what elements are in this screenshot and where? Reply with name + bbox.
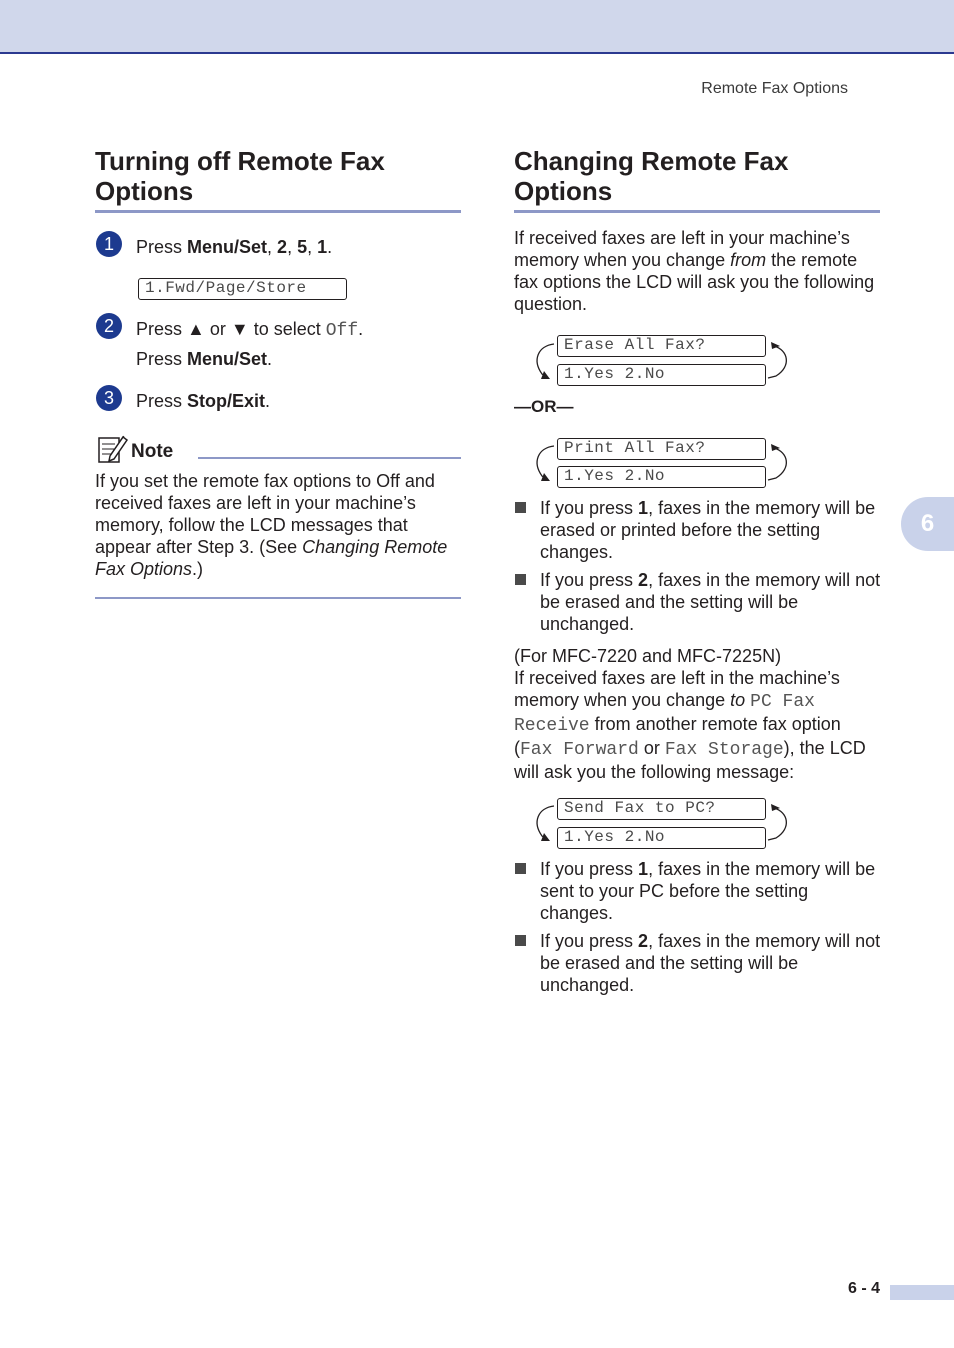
step-2-text-line2: Press Menu/Set. (136, 349, 273, 369)
running-header: Remote Fax Options (701, 80, 848, 97)
right-section-title (514, 146, 788, 206)
bullet-press-2-text: If you press 2, faxes in the memory will not be erased and the setting will be unchanged. (540, 570, 881, 634)
step-3-text: Press Stop/Exit. (136, 391, 271, 411)
note-bottom-rule (95, 597, 461, 599)
models-note: (For MFC-7220 and MFC-7225N) (514, 646, 782, 666)
right-title-line2: Options (514, 176, 613, 206)
note-text: If you set the remote fax options to Off and received faxes are left in your machine’s memory, follow the LCD messages that appear after Step 3. (See Changing Remote Fax Options.) (95, 471, 448, 579)
top-header-band (0, 0, 954, 54)
left-title-line1: Turning off Remote Fax (95, 146, 385, 176)
lcd-send-fax-to-pc: Send Fax to PC? (557, 798, 766, 820)
right-title-rule (514, 210, 880, 213)
right-title-line1: Changing Remote Fax (514, 146, 789, 176)
note-pencil-icon (97, 434, 129, 464)
footer-bar (890, 1285, 954, 1300)
lcd-erase-all-fax: Erase All Fax? (557, 335, 766, 357)
page-number: 6 - 4 (847, 1280, 880, 1297)
right-second-paragraph: If received faxes are left in the machine’s memory when you change to PC Fax Receive from another remote fax option (Fax Forward or Fax Storage), the LCD will ask you the following message: (514, 668, 866, 782)
chapter-tab[interactable]: 6 (901, 497, 954, 551)
bullet-marker (515, 935, 526, 946)
left-section-title (95, 146, 385, 206)
bullet-marker (515, 863, 526, 874)
bullet-marker (515, 502, 526, 513)
bullet-press-1-send-text: If you press 1, faxes in the memory will be sent to your PC before the setting changes. (540, 859, 876, 923)
left-title-line2: Options (95, 176, 194, 206)
note-top-rule (198, 457, 461, 459)
step-1-text: Press Menu/Set, 2, 5, 1. (136, 237, 333, 257)
step-1-number: 1 (96, 231, 122, 257)
lcd-send-yes-no: 1.Yes 2.No (557, 827, 766, 849)
lcd-print-yes-no: 1.Yes 2.No (557, 466, 766, 488)
step-3-number: 3 (96, 385, 122, 411)
bullet-press-2-send-text: If you press 2, faxes in the memory will not be erased and the setting will be unchanged. (540, 931, 881, 995)
or-separator: —OR— (514, 397, 574, 416)
up-arrow-icon: ▲ (187, 319, 205, 339)
left-title-rule (95, 210, 461, 213)
step-2-text: Press ▲ or ▼ to select Off. (136, 319, 364, 341)
lcd-print-all-fax: Print All Fax? (557, 438, 766, 460)
note-label: Note (131, 441, 174, 462)
step-2-number: 2 (96, 313, 122, 339)
down-arrow-icon: ▼ (230, 319, 249, 339)
lcd-fwd-page-store: 1.Fwd/Page/Store (138, 278, 347, 300)
bullet-press-1-text: If you press 1, faxes in the memory will be erased or printed before the setting changes. (540, 498, 876, 562)
bullet-marker (515, 574, 526, 585)
right-intro-text: If received faxes are left in your machine’s memory when you change from the remote fax options the LCD will ask you the following question. (514, 228, 875, 314)
lcd-erase-yes-no: 1.Yes 2.No (557, 364, 766, 386)
